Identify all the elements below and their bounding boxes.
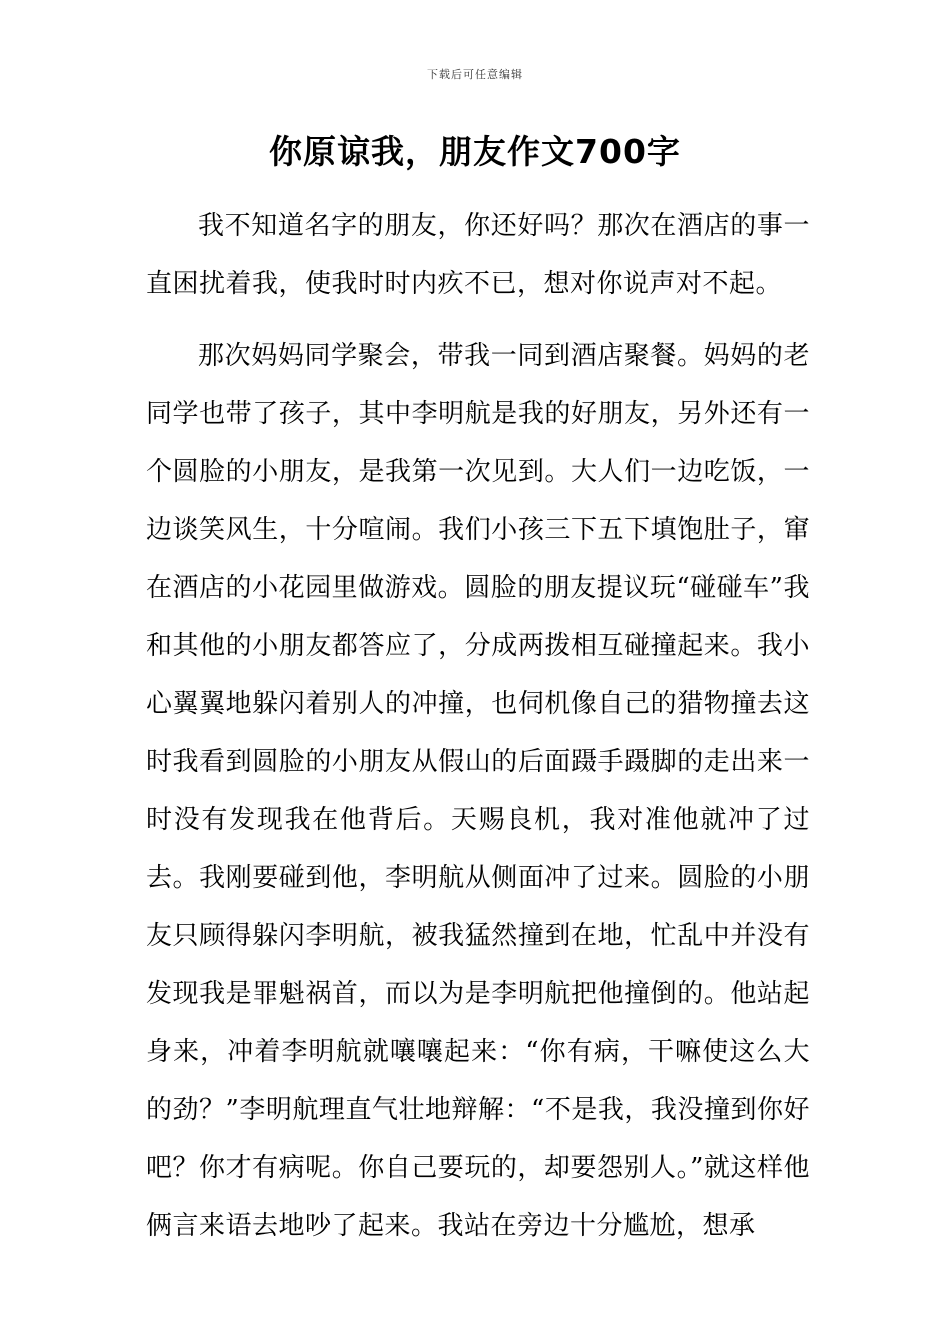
essay-paragraph-1: 我不知道名字的朋友，你还好吗？那次在酒店的事一直困扰着我，使我时时内疚不已，想对你说声对不起。: [146, 211, 810, 299]
essay-body: [146, 197, 810, 1269]
essay-title: 你原谅我，朋友作文700字: [269, 132, 681, 171]
header-note: 下载后可任意编辑: [427, 68, 523, 81]
essay-paragraph-2: 那次妈妈同学聚会，带我一同到酒店聚餐。妈妈的老同学也带了孩子，其中李明航是我的好朋友，另外还有一个圆脸的小朋友，是我第一次见到。大人们一边吃饭，一边谈笑风生，十分喧闹。我们小孩三下五下填饱肚子，窜在酒店的小花园里做游戏。圆脸的朋友提议玩“碰碰车”我和其他的小朋友都答应了，分成两拨相互碰撞起来。我小心翼翼地躲闪着别人的冲撞，也伺机像自己的猎物撞去这时我看到圆脸的小朋友从假山的后面蹑手蹑脚的走出来一时没有发现我在他背后。天赐良机，我对准他就冲了过去。我刚要碰到他，李明航从侧面冲了过来。圆脸的小朋友只顾得躲闪李明航，被我猛然撞到在地，忙乱中并没有发现我是罪魁祸首，而以为是李明航把他撞倒的。他站起身来，冲着李明航就嚷嚷起来：“你有病，干嘛使这么大的劲？”李明航理直气壮地辩解：“不是我，我没撞到你好吧？你才有病呢。你自己要玩的，却要怨别人。”就这样他俩言来语去地吵了起来。我站在旁边十分尴尬，想承: [146, 341, 810, 1241]
